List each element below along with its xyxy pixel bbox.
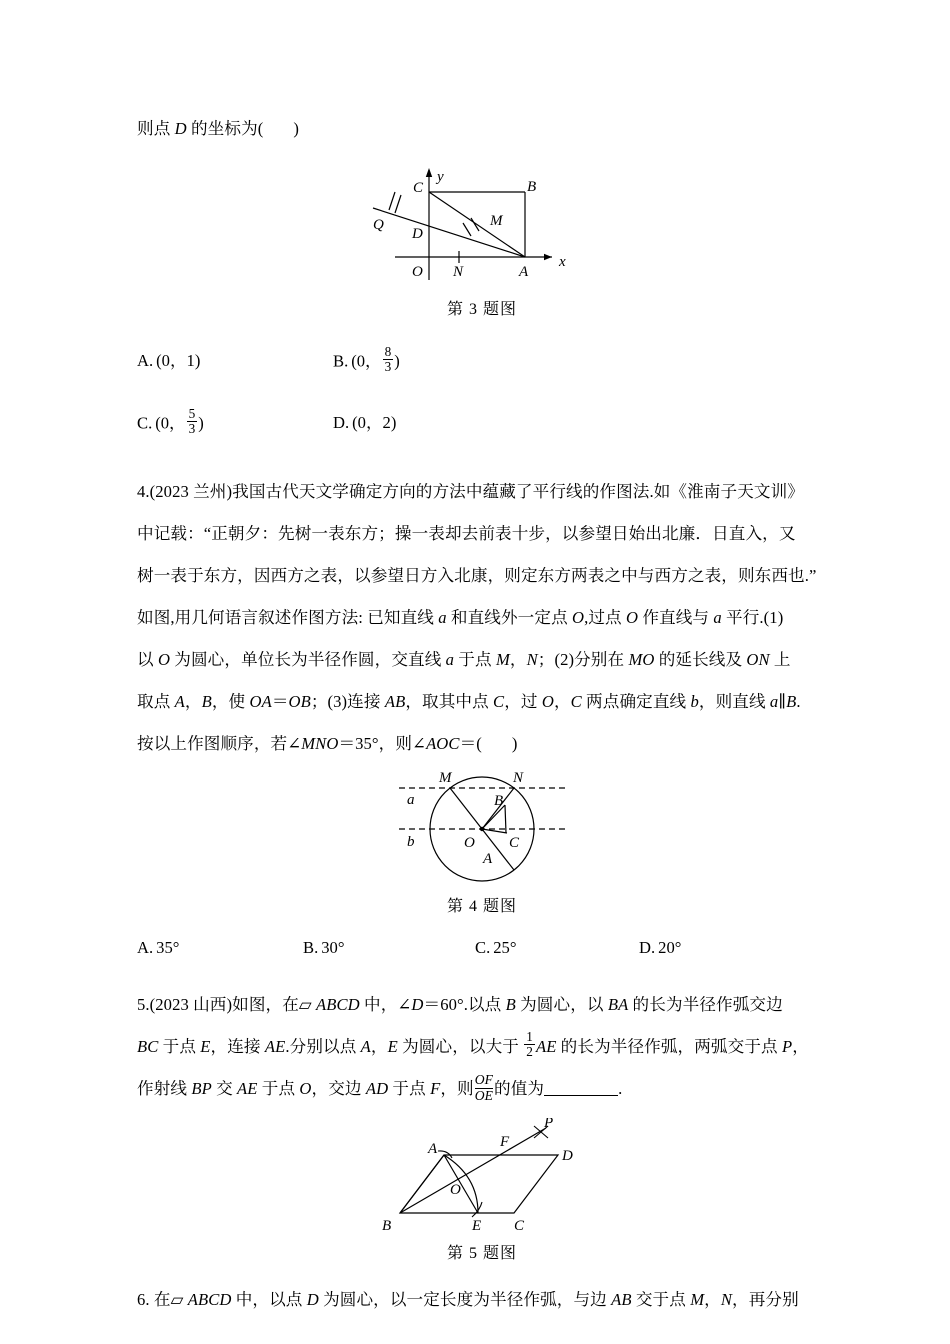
q3-option-D-text: (0，2): [352, 413, 397, 432]
q4-option-A-key: A.: [137, 938, 154, 957]
q3-stem-var: D: [174, 119, 187, 138]
q3-label-D: D: [412, 226, 423, 242]
q4-option-A[interactable]: [137, 938, 179, 958]
q3-option-B-text: (0，: [351, 351, 382, 371]
q4-option-C-text: 25°: [493, 938, 517, 957]
q5-line2: BC 于点 E，连接 AE.分别以点 A，E 为圆心，以大于 $\frac{1}{2}$ AE 的长为半径作弧，两弧交于点 P，: [137, 1028, 809, 1059]
q4-option-B[interactable]: [303, 938, 344, 958]
q5-label-F: F: [500, 1134, 510, 1150]
q4-label-M: M: [439, 771, 452, 786]
q3-option-B[interactable]: [333, 343, 400, 376]
q4-options-row: [137, 936, 827, 976]
q5-label-P: P: [544, 1118, 554, 1131]
q5-figure: [137, 1118, 827, 1238]
q3-options-row2: [137, 403, 827, 451]
q3-option-B-key: B.: [333, 351, 349, 371]
q4-label-O: O: [464, 835, 475, 851]
q3-option-C[interactable]: [137, 405, 204, 438]
q5-half-fraction: $\frac{1}{2}$: [526, 1028, 533, 1059]
q3-label-Q: Q: [373, 217, 384, 233]
q4-line5: 以 O 为圆心，单位长为半径作圆，交直线 a 于点 M，N；(2)分别在 MO 的延长线及 ON 上: [137, 650, 791, 669]
q3-axis-y-label: y: [437, 169, 444, 185]
q4-label-line-a: a: [407, 792, 415, 808]
q3-stem: [137, 108, 827, 150]
q6-stem: 6. 在▱ ABCD 中，以点 D 为圆心，以一定长度为半径作弧，与边 AB 交于点 M，N，再分别: [137, 1290, 799, 1309]
q5-source: (2023 山西): [149, 995, 233, 1014]
q3-option-A-text: (0，1): [156, 351, 201, 370]
q4-figure-caption: 第 4 题图: [446, 898, 517, 915]
q4-option-D-key: D.: [639, 938, 656, 957]
q3-option-D[interactable]: [333, 409, 396, 433]
q4-line7: 按以上作图顺序，若∠MNO＝35°，则∠AOC＝( ): [137, 734, 518, 753]
q4-label-N: N: [513, 771, 524, 786]
q5-of-oe-fraction: $\frac{OF}{OE}$: [474, 1072, 494, 1104]
q4-line6: 取点 A，B，使 OA＝OB；(3)连接 AB，取其中点 C，过 O，C 两点确定直线 b，则直线 a∥B.: [137, 692, 801, 711]
q5-figure-svg: [362, 1118, 602, 1236]
q4-stem: [137, 471, 827, 765]
q4-label-B: B: [494, 793, 504, 809]
q4-figure-svg: [367, 771, 597, 889]
q5-label-D: D: [562, 1148, 573, 1164]
q3-option-A-key: A.: [137, 351, 154, 370]
q3-figure-svg: [367, 154, 597, 289]
page-content: [137, 0, 827, 1321]
q4-line3: 树一表于东方，因西方之表，以参望日方入北康，则定东方两表之中与西方之表，则东西也.”: [137, 566, 817, 585]
q4-option-B-key: B.: [303, 938, 319, 957]
q4-line4: 如图,用几何语言叙述作图方法: 已知直线 a 和直线外一定点 O,过点 O 作直线与 a 平行.(1): [137, 608, 784, 627]
q5-figure-caption: 第 5 题图: [446, 1245, 517, 1262]
q4-option-D[interactable]: [639, 938, 681, 958]
q4-source: (2023 兰州): [149, 482, 233, 501]
q5-label-O: O: [450, 1182, 461, 1198]
q4-label-line-b: b: [407, 834, 415, 850]
q3-figure-caption: 第 3 题图: [446, 301, 517, 318]
q5-label-A: A: [428, 1141, 438, 1157]
q5-answer-blank[interactable]: [544, 1079, 618, 1096]
q4-figure: [137, 771, 827, 891]
q5-line3: 作射线 BP 交 AE 于点 O，交边 AD 于点 F，则 $\frac{OF}{OE}$ 的值为 .: [137, 1072, 623, 1104]
q4-label-A: A: [483, 851, 493, 867]
q4-number: 4.: [137, 482, 150, 501]
q5-stem: [137, 984, 827, 1110]
q5-line1: 5.(2023 山西)如图，在▱ ABCD 中，∠D＝60°.以点 B 为圆心，以 BA 的长为半径作弧交边: [137, 995, 783, 1014]
q3-label-A: A: [519, 264, 529, 280]
q4-option-A-text: 35°: [156, 938, 180, 957]
q3-stem-prefix: 则点: [137, 119, 175, 138]
q4-option-C[interactable]: [475, 938, 516, 958]
q3-label-B: B: [527, 179, 537, 195]
q4-option-C-key: C.: [475, 938, 491, 957]
q4-line2: 中记载：“正朝夕：先树一表东方；操一表却去前表十步，以参望日始出北廉．日直入，又: [137, 524, 796, 543]
q3-label-N: N: [453, 264, 464, 280]
q4-line1: 我国古代天文学确定方向的方法中蕴藏了平行线的作图法.如《淮南子天文训》: [232, 482, 804, 501]
q3-axis-x-label: x: [559, 254, 566, 270]
q3-stem-suffix: 的坐标为(: [186, 119, 264, 138]
q3-option-C-fraction: $\frac{5}{3}$: [188, 405, 196, 436]
q3-option-A[interactable]: [137, 347, 200, 371]
q3-option-B-close: ): [394, 351, 400, 371]
q3-option-C-key: C.: [137, 413, 153, 433]
q5-label-B: B: [382, 1218, 392, 1234]
q5-number: 5.: [137, 995, 150, 1014]
q3-option-D-key: D.: [333, 413, 350, 432]
q4-option-D-text: 20°: [658, 938, 682, 957]
q5-label-C: C: [514, 1218, 525, 1234]
q3-label-M: M: [490, 213, 503, 229]
q3-label-O: O: [412, 264, 423, 280]
q3-option-B-fraction: $\frac{8}{3}$: [384, 343, 392, 374]
q3-options-row1: [137, 341, 827, 389]
q6-number: 6.: [137, 1290, 150, 1309]
q3-option-C-close: ): [198, 413, 204, 433]
q4-option-B-text: 30°: [321, 938, 345, 957]
q3-stem-close: ): [293, 119, 300, 138]
q3-figure: [137, 154, 827, 294]
q5-label-E: E: [472, 1218, 482, 1234]
q3-option-C-text: (0，: [155, 413, 186, 433]
q4-label-C: C: [509, 835, 520, 851]
q3-label-C: C: [413, 180, 424, 196]
